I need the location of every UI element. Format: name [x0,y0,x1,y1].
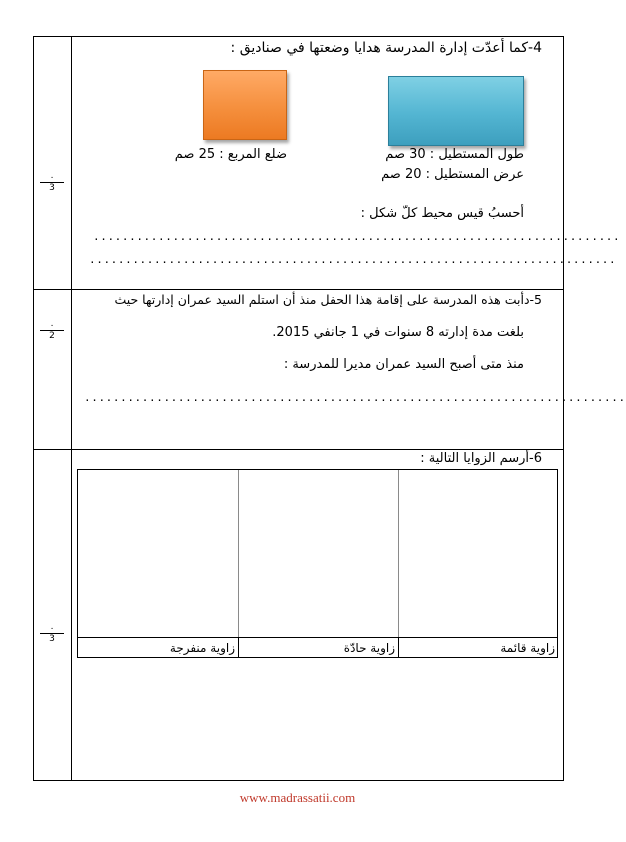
rectangle-width-label: عرض المستطيل : 20 صم [381,167,524,182]
q4-title: 4-كما أعدّت إدارة المدرسة هدايا وضعتها في صناديق : [230,40,542,56]
q5-question: منذ متى أصبح السيد عمران مديرا للمدرسة : [283,357,524,372]
orange-square-shape [203,70,287,140]
row-divider-1 [33,289,564,290]
row-divider-2 [33,449,564,450]
angle-cell-right[interactable] [399,470,557,637]
score-column-divider [71,36,72,781]
q6-title: 6-أرسم الزوايا التالية : [420,451,542,466]
footer-website[interactable]: www.madrassatii.com [239,790,356,805]
q5-answer-line[interactable]: ........................................................................... [84,391,626,404]
score-q6-denominator: 3 [49,634,55,644]
q4-instruction: أحسبُ قيس محيط كلّ شكل : [360,206,524,221]
rectangle-length-label: طول المستطيل : 30 صم [385,147,524,162]
angle-label-acute: زاوية حادّة [343,641,395,655]
q4-answer-line-2[interactable]: ......................................................................... [89,253,617,266]
angles-label-divider-2 [398,637,399,657]
q4-answer-line-1[interactable]: ......................................................................... [93,230,621,243]
score-q6: . 3 [40,623,64,644]
q5-line-1: 5-دأبت هذه المدرسة على إقامة هذا الحفل منذ أن استلم السيد عمران إدارتها حيث [114,292,542,307]
score-q5: . 2 [40,320,64,341]
blue-rectangle-shape [388,76,524,146]
score-q4: . 3 [40,172,64,193]
angle-label-right: زاوية قائمة [500,641,555,655]
angles-drawing-table [77,469,558,658]
q5-line-2: بلغت مدة إدارته 8 سنوات في 1 جانفي 2015. [272,325,524,340]
angle-cell-obtuse[interactable] [78,470,238,637]
angle-cell-acute[interactable] [239,470,398,637]
square-side-label: ضلع المربع : 25 صم [174,147,287,162]
angles-label-divider-1 [238,637,239,657]
angle-label-obtuse: زاوية منفرجة [169,641,235,655]
score-q4-denominator: 3 [49,183,55,193]
score-q5-denominator: 2 [49,331,55,341]
angles-label-row-divider [78,637,557,638]
